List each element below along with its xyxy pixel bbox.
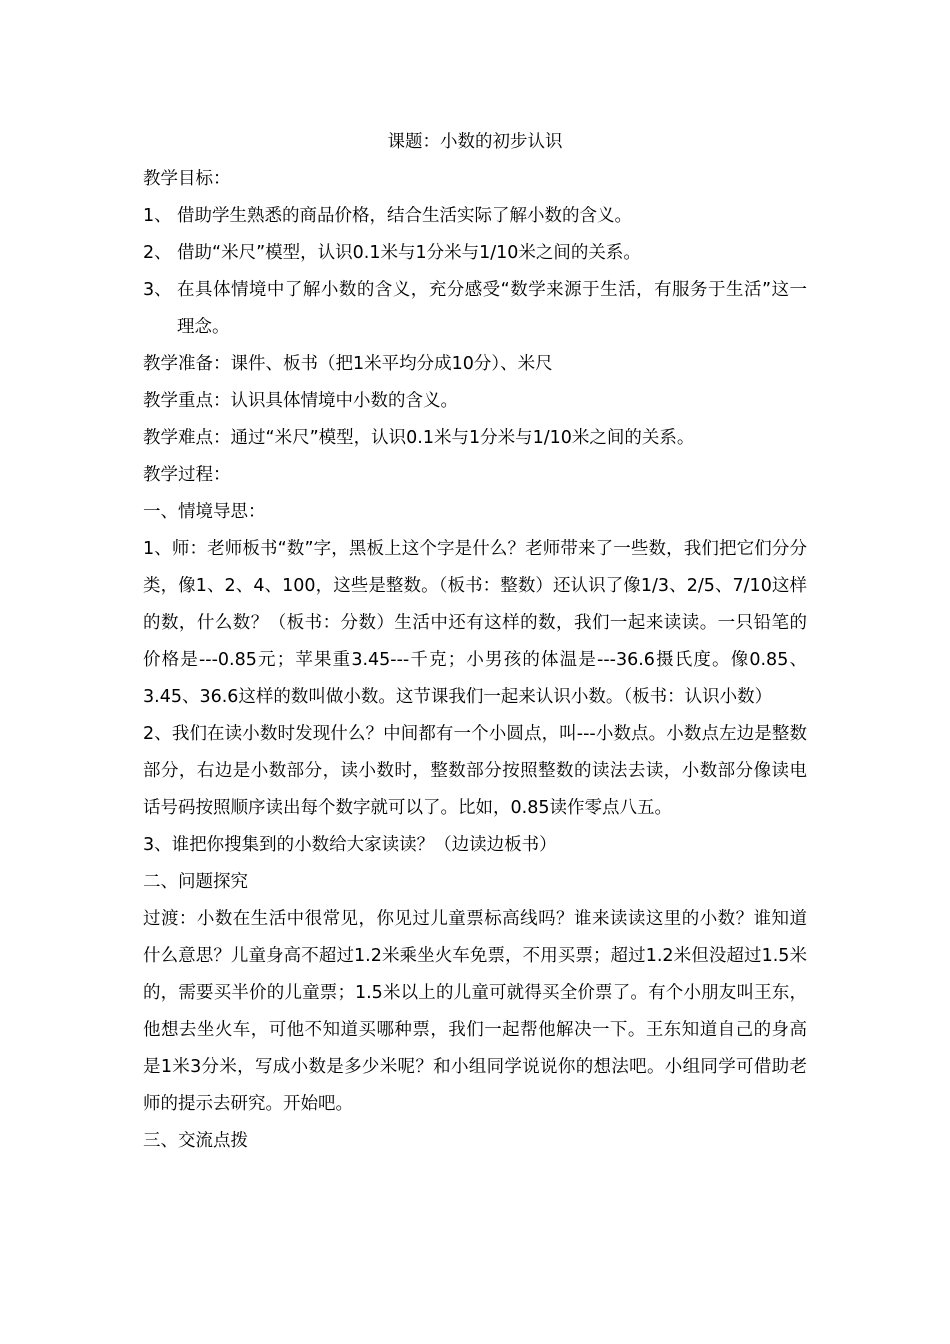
document-page <box>143 124 807 1160</box>
objective-item <box>143 272 807 346</box>
section-1-paragraph: 2、我们在读小数时发现什么？中间都有一个小圆点，叫---小数点。小数点左边是整数部分，右边是小数部分，读小数时，整数部分按照整数的读法去读，小数部分像读电话号码按照顺序读出每个数字就可以了。比如，0.85读作零点八五。 <box>143 724 807 818</box>
teaching-preparation: 教学准备：课件、板书（把1米平均分成10分）、米尺 <box>143 354 553 374</box>
process-heading: 教学过程： <box>143 465 231 485</box>
section-2-paragraph: 过渡：小数在生活中很常见，你见过儿童票标高线吗？谁来读读这里的小数？谁知道什么意思？儿童身高不超过1.2米乘坐火车免票，不用买票；超过1.2米但没超过1.5米的，需要买半价的儿童票；1.5米以上的儿童可就得买全价票了。有个小朋友叫王东，他想去坐火车，可他不知道买哪种票，我们一起帮他解决一下。王东知道自己的身高是1米3分米，写成小数是多少米呢？和小组同学说说你的想法吧。小组同学可借助老师的提示去研究。开始吧。 <box>143 909 807 1114</box>
objective-number: 3、 <box>143 280 172 300</box>
section-3-heading: 三、交流点拨 <box>143 1131 248 1151</box>
objective-text: 借助学生熟悉的商品价格，结合生活实际了解小数的含义。 <box>177 206 632 226</box>
section-2-heading: 二、问题探究 <box>143 872 248 892</box>
lesson-title: 课题：小数的初步认识 <box>387 132 563 152</box>
objective-item <box>143 198 807 235</box>
objective-item <box>143 235 807 272</box>
objective-text: 在具体情境中了解小数的含义，充分感受“数学来源于生活，有服务于生活”这一理念。 <box>177 280 807 337</box>
objectives-heading: 教学目标： <box>143 169 231 189</box>
section-1-paragraph: 3、谁把你搜集到的小数给大家读读？（边读边板书） <box>143 835 557 855</box>
teaching-difficulty: 教学难点：通过“米尺”模型，认识0.1米与1分米与1/10米之间的关系。 <box>143 428 695 448</box>
objective-number: 2、 <box>143 243 172 263</box>
objective-number: 1、 <box>143 206 172 226</box>
teaching-key-point: 教学重点：认识具体情境中小数的含义。 <box>143 391 458 411</box>
objective-text: 借助“米尺”模型，认识0.1米与1分米与1/10米之间的关系。 <box>177 243 641 263</box>
section-1-paragraph: 1、师：老师板书“数”字，黑板上这个字是什么？老师带来了一些数，我们把它们分分类，像1、2、4、100，这些是整数。（板书：整数）还认识了像1/3、2/5、7/10这样的数，什么数？（板书：分数）生活中还有这样的数，我们一起来读读。一只铅笔的价格是---0.85元；苹果重3.45---千克；小男孩的体温是---36.6摄氏度。像0.85、3.45、36.6这样的数叫做小数。这节课我们一起来认识小数。（板书：认识小数） <box>143 539 807 707</box>
section-1-heading: 一、情境导思： <box>143 502 266 522</box>
